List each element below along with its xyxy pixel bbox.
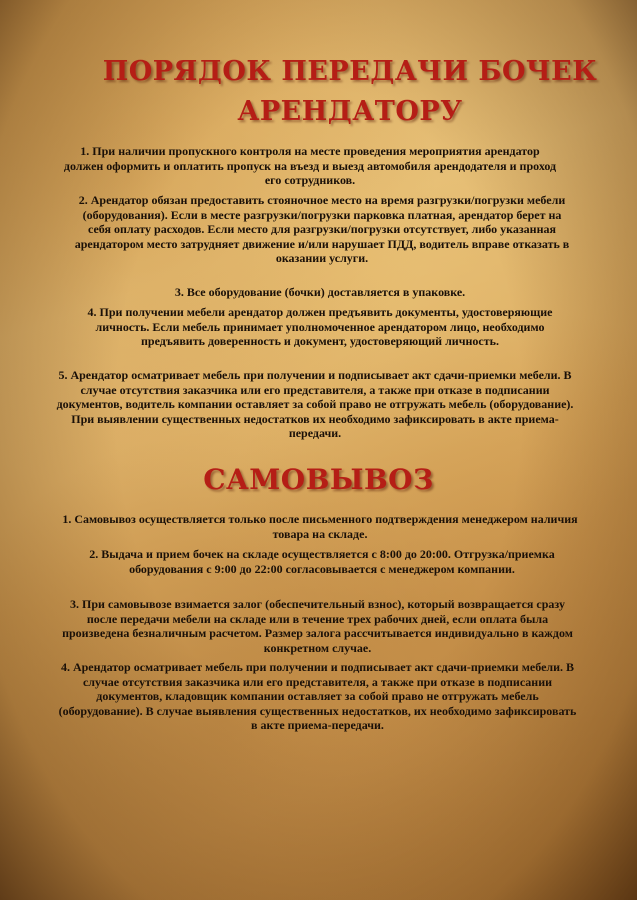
rule-item-1 <box>60 144 560 188</box>
main-title <box>100 54 600 130</box>
main-title-line1: ПОРЯДОК ПЕРЕДАЧИ БОЧЕК <box>102 56 598 87</box>
pickup-item-text: Самовывоз осуществляется только после письменного подтверждения менеджером наличия товара на складе. <box>74 512 578 541</box>
rule-item-2 <box>72 193 572 266</box>
rule-item-5 <box>55 368 575 441</box>
rule-item-text: Арендатор обязан предоставить стояночное место на время разгрузки/погрузки мебели (оборудования). Если в месте разгрузки/погрузки парковка платная, арендатор берет на себя оплату расходов. Если место для разгрузки/погрузки отсутствует, либо указанная арендатором место затрудняет движение и/или нарушает ПДД, водитель вправе отказать в оказании услуги. <box>74 193 570 265</box>
pickup-item-number: 4. <box>60 660 70 674</box>
rule-item-number: 3. <box>174 285 184 299</box>
pickup-item-1 <box>60 512 580 541</box>
rule-item-4 <box>70 305 570 349</box>
pickup-item-number: 2. <box>89 547 99 561</box>
pickup-item-text: Арендатор осматривает мебель при получении и подписывает акт сдачи-приемки мебели. В случае отсутствия заказчика или его представителя, а также при отказе в подписании документов, кладовщик компании оставляет за собой право не отгружать мебель (оборудование). В случае выявления существенных недостатков, их необходимо зафиксировать в акте приема-передачи. <box>58 660 577 732</box>
rule-item-text: Арендатор осматривает мебель при получении и подписывает акт сдачи-приемки мебели. В случае отсутствия заказчика или его представителя, а также при отказе в подписании документов, водитель компании оставляет за собой право не отгружать мебель (оборудование). При выявлении существенных недостатков их необходимо зафиксировать в акте приема-передачи. <box>56 368 574 440</box>
pickup-item-text: Выдача и прием бочек на складе осуществляется с 8:00 до 20:00. Отгрузка/приемка оборудования с 9:00 до 22:00 согласовывается с менеджером компании. <box>101 547 555 576</box>
rule-item-number: 1. <box>80 144 90 158</box>
pickup-item-number: 3. <box>70 597 80 611</box>
rule-item-text: Все оборудование (бочки) доставляется в упаковке. <box>186 285 466 299</box>
pickup-item-3 <box>55 597 580 655</box>
rule-item-3 <box>120 285 520 300</box>
rule-item-number: 5. <box>58 368 68 382</box>
pickup-item-text: При самовывозе взимается залог (обеспечительный взнос), который возвращается сразу после передачи мебели на складе или в течение трех рабочих дней, если оплата была произведена безналичным расчетом. Размер залога рассчитывается индивидуально в каждом конкретном случае. <box>62 597 573 655</box>
rule-item-text: При наличии пропускного контроля на месте проведения мероприятия арендатор должен оформить и оплатить пропуск на въезд и выезд автомобиля арендодателя и проход его сотрудников. <box>63 144 557 187</box>
pickup-item-2 <box>72 547 572 576</box>
pickup-item-number: 1. <box>62 512 72 526</box>
rule-item-text: При получении мебели арендатор должен предъявить документы, удостоверяющие личность. Если мебель принимает уполномоченное арендатором лицо, необходимо предъявить доверенность и документ, удостоверяющий личность. <box>95 305 553 348</box>
rule-item-number: 4. <box>87 305 97 319</box>
pickup-item-4 <box>55 660 580 733</box>
rule-item-number: 2. <box>78 193 88 207</box>
main-title-line2: АРЕНДАТОРУ <box>237 96 463 127</box>
pickup-title: САМОВЫВОЗ <box>203 463 434 496</box>
